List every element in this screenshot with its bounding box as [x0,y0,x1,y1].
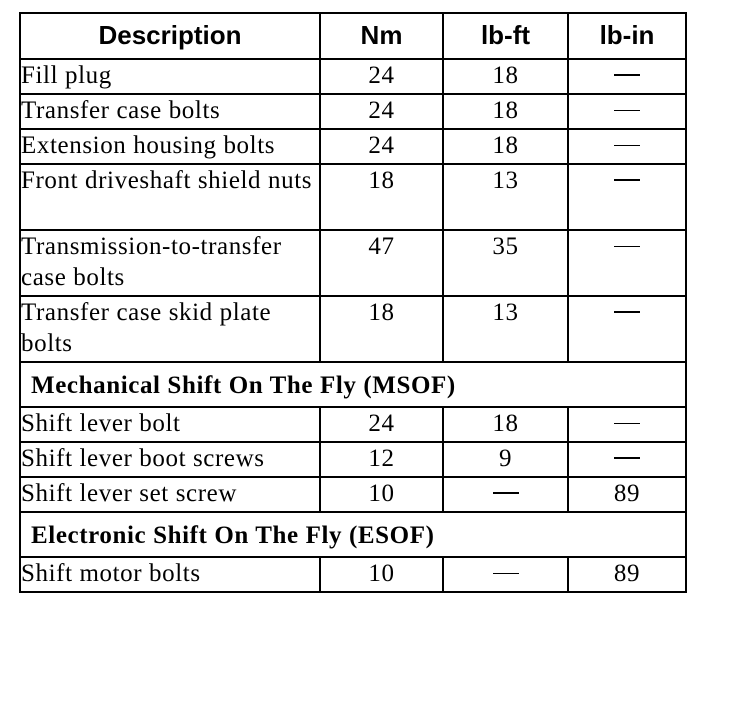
nm-cell: 18 [320,296,443,362]
table-row [20,477,686,512]
description-cell: Transfer case bolts [20,94,320,129]
nm-cell: 24 [320,59,443,94]
description-cell: Front driveshaft shield nuts [20,164,320,230]
table-row [20,442,686,477]
lbft-cell: 18 [443,407,568,442]
dash-mark [493,573,519,574]
lbin-cell [568,230,686,296]
description-cell: Transfer case skid plate bolts [20,296,320,362]
dash-mark [614,246,640,247]
torque-spec-table [19,12,687,593]
lbft-cell [443,557,568,592]
table-row [20,129,686,164]
description-cell: Extension housing bolts [20,129,320,164]
header-lbin: lb-in [568,13,686,59]
lbft-cell: 13 [443,296,568,362]
dash-mark [493,492,519,494]
dash-mark [614,457,640,459]
lbin-cell [568,94,686,129]
header-row [20,13,686,59]
nm-cell: 24 [320,129,443,164]
lbft-cell: 18 [443,94,568,129]
table-row [20,164,686,230]
lbin-cell [568,442,686,477]
lbft-cell: 13 [443,164,568,230]
nm-cell: 18 [320,164,443,230]
nm-cell: 24 [320,407,443,442]
description-cell: Shift lever boot screws [20,442,320,477]
section-title: Mechanical Shift On The Fly (MSOF) [20,362,686,407]
dash-mark [614,110,640,111]
lbin-cell: 89 [568,477,686,512]
lbft-cell: 18 [443,59,568,94]
table-row [20,59,686,94]
header-description: Description [20,13,320,59]
nm-cell: 10 [320,477,443,512]
dash-mark [614,179,640,181]
table-row [20,407,686,442]
description-cell: Shift lever bolt [20,407,320,442]
header-nm: Nm [320,13,443,59]
nm-cell: 47 [320,230,443,296]
lbft-cell: 18 [443,129,568,164]
dash-mark [614,145,640,146]
table-row [20,94,686,129]
lbft-cell: 35 [443,230,568,296]
lbin-cell [568,129,686,164]
dash-mark [614,74,640,76]
dash-mark [614,311,640,313]
section-row [20,512,686,557]
lbft-cell: 9 [443,442,568,477]
description-cell: Shift motor bolts [20,557,320,592]
lbft-cell [443,477,568,512]
description-cell: Shift lever set screw [20,477,320,512]
lbin-cell [568,164,686,230]
description-cell: Fill plug [20,59,320,94]
table-row [20,557,686,592]
lbin-cell: 89 [568,557,686,592]
nm-cell: 10 [320,557,443,592]
header-lbft: lb-ft [443,13,568,59]
lbin-cell [568,407,686,442]
lbin-cell [568,296,686,362]
description-cell: Transmission-to-transfer case bolts [20,230,320,296]
dash-mark [614,423,640,424]
nm-cell: 12 [320,442,443,477]
section-title: Electronic Shift On The Fly (ESOF) [20,512,686,557]
section-row [20,362,686,407]
table-row [20,230,686,296]
nm-cell: 24 [320,94,443,129]
lbin-cell [568,59,686,94]
table-row [20,296,686,362]
